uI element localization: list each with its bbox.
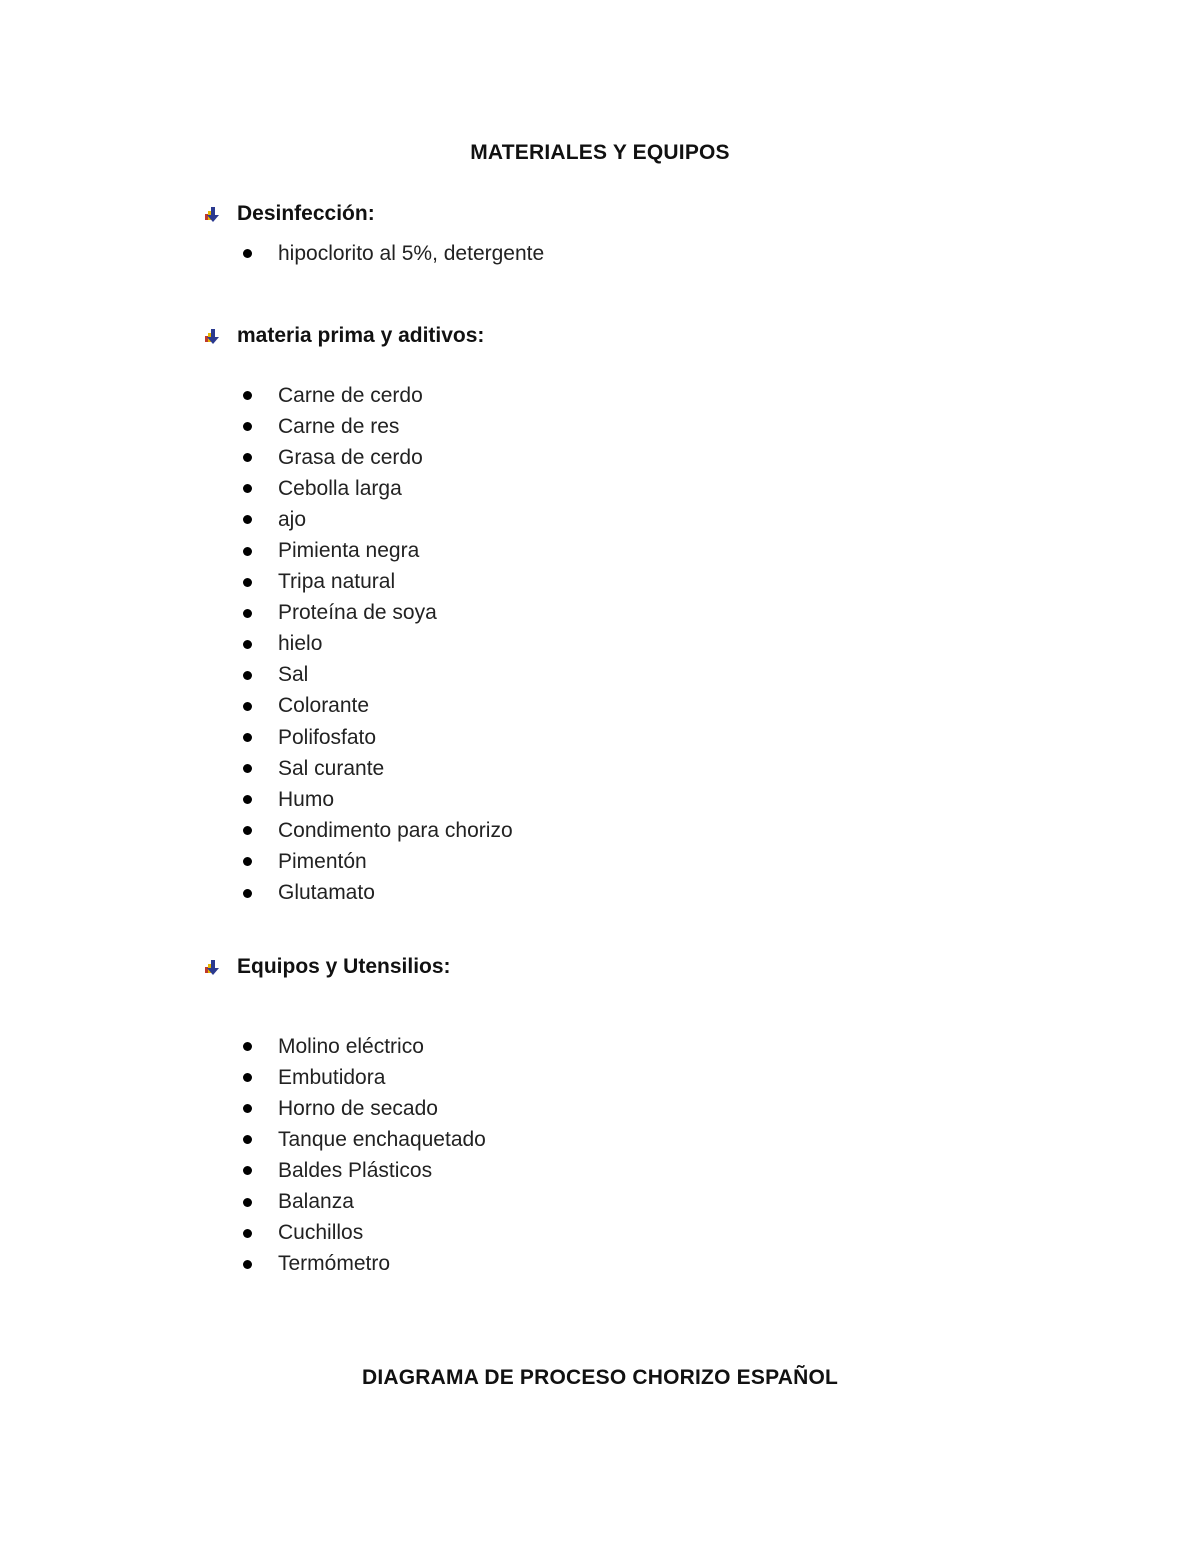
down-arrow-icon — [202, 327, 224, 345]
section-heading-label: materia prima y aditivos: — [237, 324, 485, 347]
list-item: Cuchillos — [240, 1218, 486, 1249]
bullet-dot-icon — [243, 795, 252, 804]
bullet-dot-icon — [243, 1229, 252, 1238]
list-item: Carne de cerdo — [240, 380, 513, 411]
list-item: Pimentón — [240, 846, 513, 877]
bullet-dot-icon — [243, 733, 252, 742]
list-item: Humo — [240, 784, 513, 815]
bullet-dot-icon — [243, 391, 252, 400]
bullet-dot-icon — [243, 547, 252, 556]
list-item: Glutamato — [240, 878, 513, 909]
bullet-dot-icon — [243, 484, 252, 493]
bullet-dot-icon — [243, 671, 252, 680]
bullet-dot-icon — [243, 1135, 252, 1144]
list-item: Tripa natural — [240, 567, 513, 598]
page-title: MATERIALES Y EQUIPOS — [470, 141, 730, 164]
list-item: hipoclorito al 5%, detergente — [240, 238, 544, 269]
bullet-dot-icon — [243, 1260, 252, 1269]
list-item: Pimienta negra — [240, 535, 513, 566]
list-item: Proteína de soya — [240, 598, 513, 629]
list-item: Colorante — [240, 691, 513, 722]
list-item: Molino eléctrico — [240, 1031, 486, 1062]
bullet-dot-icon — [243, 1042, 252, 1051]
bullet-dot-icon — [243, 889, 252, 898]
bullet-dot-icon — [243, 702, 252, 711]
bullet-dot-icon — [243, 249, 252, 258]
diagram-title: DIAGRAMA DE PROCESO CHORIZO ESPAÑOL — [361, 1366, 839, 1389]
section-heading-materia-prima — [202, 322, 484, 350]
list-item: Baldes Plásticos — [240, 1155, 486, 1186]
list-item: Tanque enchaquetado — [240, 1124, 486, 1155]
list-item: Balanza — [240, 1186, 486, 1217]
bullet-dot-icon — [243, 1198, 252, 1207]
section-heading-label: Desinfección: — [237, 202, 375, 225]
bullet-dot-icon — [243, 826, 252, 835]
bullet-dot-icon — [243, 515, 252, 524]
down-arrow-icon — [202, 958, 224, 976]
bullet-dot-icon — [243, 422, 252, 431]
bullet-dot-icon — [243, 453, 252, 462]
bullet-dot-icon — [243, 764, 252, 773]
list-item: Sal curante — [240, 753, 513, 784]
list-item: ajo — [240, 504, 513, 535]
list-item: Condimento para chorizo — [240, 815, 513, 846]
list-item: Horno de secado — [240, 1093, 486, 1124]
down-arrow-icon — [202, 205, 224, 223]
list-item: Termómetro — [240, 1249, 486, 1280]
bullet-dot-icon — [243, 609, 252, 618]
bullet-dot-icon — [243, 578, 252, 587]
section-heading-equipos — [202, 953, 451, 981]
bullet-dot-icon — [243, 857, 252, 866]
bullet-dot-icon — [243, 1166, 252, 1175]
list-desinfeccion — [240, 238, 544, 269]
list-item: Grasa de cerdo — [240, 442, 513, 473]
list-item: Polifosfato — [240, 722, 513, 753]
list-materia-prima — [240, 380, 513, 909]
list-item: hielo — [240, 629, 513, 660]
bullet-dot-icon — [243, 640, 252, 649]
list-item: Sal — [240, 660, 513, 691]
section-heading-label: Equipos y Utensilios: — [237, 955, 451, 978]
list-equipos — [240, 1031, 486, 1280]
list-item: Embutidora — [240, 1062, 486, 1093]
section-heading-desinfeccion — [202, 200, 375, 228]
list-item: Cebolla larga — [240, 473, 513, 504]
list-item: Carne de res — [240, 411, 513, 442]
bullet-dot-icon — [243, 1073, 252, 1082]
bullet-dot-icon — [243, 1104, 252, 1113]
